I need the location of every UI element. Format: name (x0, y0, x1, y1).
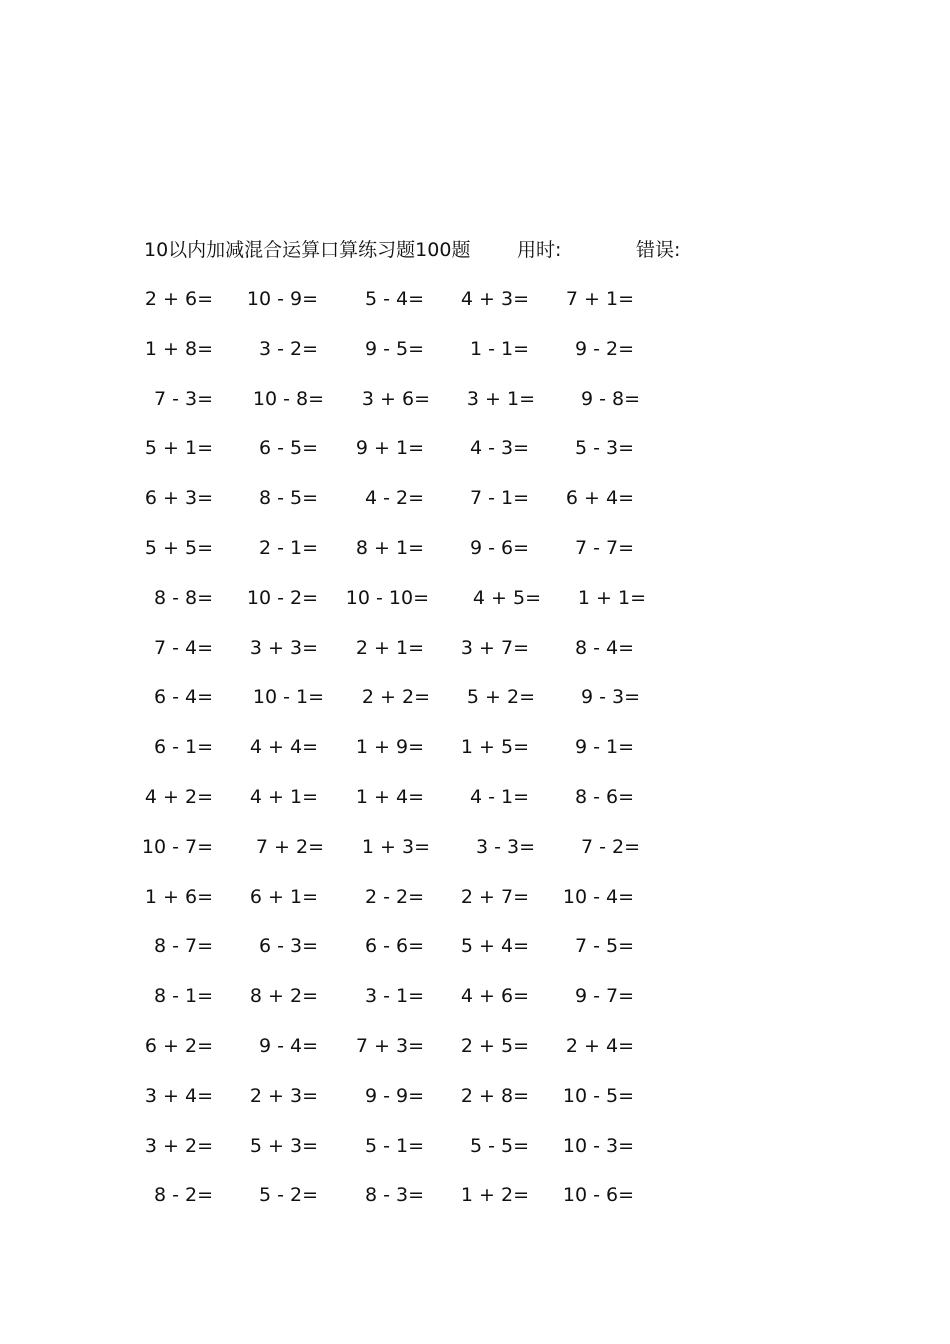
math-problem: 3 + 4= (144, 1084, 213, 1107)
math-problem: 1 + 9= (355, 736, 424, 759)
problem-row (0, 735, 950, 785)
problem-row (0, 685, 950, 735)
math-problem: 8 - 5= (258, 487, 318, 510)
math-problem: 1 + 5= (460, 736, 529, 759)
math-problem: 1 + 8= (144, 337, 213, 360)
math-problem: 2 + 6= (144, 288, 213, 310)
math-problem: 9 - 2= (574, 337, 634, 360)
math-problem: 10 - 7= (141, 835, 213, 858)
math-problem: 4 + 4= (249, 736, 318, 759)
problem-row (0, 486, 950, 536)
math-problem: 2 + 4= (565, 1034, 634, 1057)
problem-grid (0, 287, 950, 1233)
math-problem: 9 - 3= (580, 686, 640, 709)
math-problem: 5 + 3= (249, 1134, 318, 1157)
math-problem: 6 + 3= (144, 487, 213, 510)
math-problem: 9 - 8= (580, 387, 640, 410)
math-problem: 8 + 1= (355, 536, 424, 559)
math-problem: 10 - 3= (562, 1134, 634, 1157)
math-problem: 9 - 5= (364, 337, 424, 360)
math-problem: 4 + 3= (460, 288, 529, 310)
math-problem: 3 - 3= (475, 835, 535, 858)
math-problem: 8 - 4= (574, 636, 634, 659)
math-problem: 1 - 1= (469, 337, 529, 360)
math-problem: 2 + 7= (460, 885, 529, 908)
worksheet-title: 10以内加减混合运算口算练习题100题 (144, 239, 471, 261)
math-problem: 5 + 4= (460, 935, 529, 958)
math-problem: 7 - 3= (153, 387, 213, 410)
math-problem: 8 - 3= (364, 1184, 424, 1207)
math-problem: 3 - 2= (258, 337, 318, 360)
math-problem: 5 - 2= (258, 1184, 318, 1207)
math-problem: 10 - 2= (246, 586, 318, 609)
math-problem: 1 + 4= (355, 785, 424, 808)
math-problem: 1 + 6= (144, 885, 213, 908)
math-problem: 8 + 2= (249, 985, 318, 1008)
math-problem: 2 + 5= (460, 1034, 529, 1057)
math-problem: 6 - 3= (258, 935, 318, 958)
math-problem: 3 + 2= (144, 1134, 213, 1157)
math-problem: 2 - 2= (364, 885, 424, 908)
math-problem: 4 + 2= (144, 785, 213, 808)
math-problem: 10 - 5= (562, 1084, 634, 1107)
math-problem: 7 - 1= (469, 487, 529, 510)
math-problem: 7 + 2= (255, 835, 324, 858)
problem-row (0, 586, 950, 636)
math-problem: 7 + 3= (355, 1034, 424, 1057)
math-problem: 5 - 5= (469, 1134, 529, 1157)
math-problem: 1 + 1= (577, 586, 646, 609)
math-problem: 10 - 10= (345, 586, 429, 609)
math-problem: 2 + 2= (361, 686, 430, 709)
math-problem: 6 - 4= (153, 686, 213, 709)
math-problem: 2 + 3= (249, 1084, 318, 1107)
math-problem: 3 + 3= (249, 636, 318, 659)
math-problem: 8 - 6= (574, 785, 634, 808)
math-problem: 2 + 1= (355, 636, 424, 659)
math-problem: 5 + 1= (144, 437, 213, 460)
math-problem: 4 - 1= (469, 785, 529, 808)
math-problem: 4 + 6= (460, 985, 529, 1008)
math-problem: 4 + 5= (472, 586, 541, 609)
math-problem: 9 + 1= (355, 437, 424, 460)
math-problem: 7 - 5= (574, 935, 634, 958)
problem-row (0, 387, 950, 437)
problem-row (0, 1084, 950, 1134)
math-problem: 5 - 1= (364, 1134, 424, 1157)
math-problem: 6 - 6= (364, 935, 424, 958)
math-problem: 5 - 3= (574, 437, 634, 460)
math-problem: 9 - 9= (364, 1084, 424, 1107)
math-problem: 6 - 1= (153, 736, 213, 759)
problem-row (0, 1134, 950, 1184)
errors-label: 错误: (636, 239, 681, 261)
math-problem: 10 - 9= (246, 288, 318, 310)
problem-row (0, 1183, 950, 1233)
math-problem: 9 - 7= (574, 985, 634, 1008)
math-problem: 4 + 1= (249, 785, 318, 808)
math-problem: 6 + 4= (565, 487, 634, 510)
problem-row (0, 1034, 950, 1084)
math-problem: 8 - 7= (153, 935, 213, 958)
math-problem: 9 - 4= (258, 1034, 318, 1057)
math-problem: 5 + 5= (144, 536, 213, 559)
problem-row (0, 934, 950, 984)
problem-row (0, 287, 950, 337)
math-problem: 4 - 3= (469, 437, 529, 460)
math-problem: 10 - 8= (252, 387, 324, 410)
math-problem: 1 + 2= (460, 1184, 529, 1207)
math-problem: 1 + 3= (361, 835, 430, 858)
math-problem: 8 - 2= (153, 1184, 213, 1207)
math-problem: 8 - 8= (153, 586, 213, 609)
math-problem: 9 - 1= (574, 736, 634, 759)
problem-row (0, 536, 950, 586)
math-problem: 6 + 2= (144, 1034, 213, 1057)
math-problem: 9 - 6= (469, 536, 529, 559)
math-problem: 5 - 4= (364, 288, 424, 310)
math-problem: 3 + 6= (361, 387, 430, 410)
math-problem: 4 - 2= (364, 487, 424, 510)
problem-row (0, 337, 950, 387)
math-problem: 2 + 8= (460, 1084, 529, 1107)
math-problem: 7 - 7= (574, 536, 634, 559)
problem-row (0, 436, 950, 486)
math-problem: 10 - 6= (562, 1184, 634, 1207)
math-problem: 10 - 1= (252, 686, 324, 709)
math-problem: 3 - 1= (364, 985, 424, 1008)
math-problem: 6 + 1= (249, 885, 318, 908)
problem-row (0, 785, 950, 835)
math-problem: 6 - 5= (258, 437, 318, 460)
problem-row (0, 885, 950, 935)
math-problem: 2 - 1= (258, 536, 318, 559)
math-problem: 8 - 1= (153, 985, 213, 1008)
problem-row (0, 636, 950, 686)
math-problem: 3 + 1= (466, 387, 535, 410)
math-problem: 7 - 4= (153, 636, 213, 659)
problem-row (0, 835, 950, 885)
worksheet-header (0, 236, 950, 264)
math-problem: 3 + 7= (460, 636, 529, 659)
time-used-label: 用时: (517, 239, 562, 261)
math-problem: 7 - 2= (580, 835, 640, 858)
math-problem: 10 - 4= (562, 885, 634, 908)
math-problem: 7 + 1= (565, 288, 634, 310)
problem-row (0, 984, 950, 1034)
math-problem: 5 + 2= (466, 686, 535, 709)
